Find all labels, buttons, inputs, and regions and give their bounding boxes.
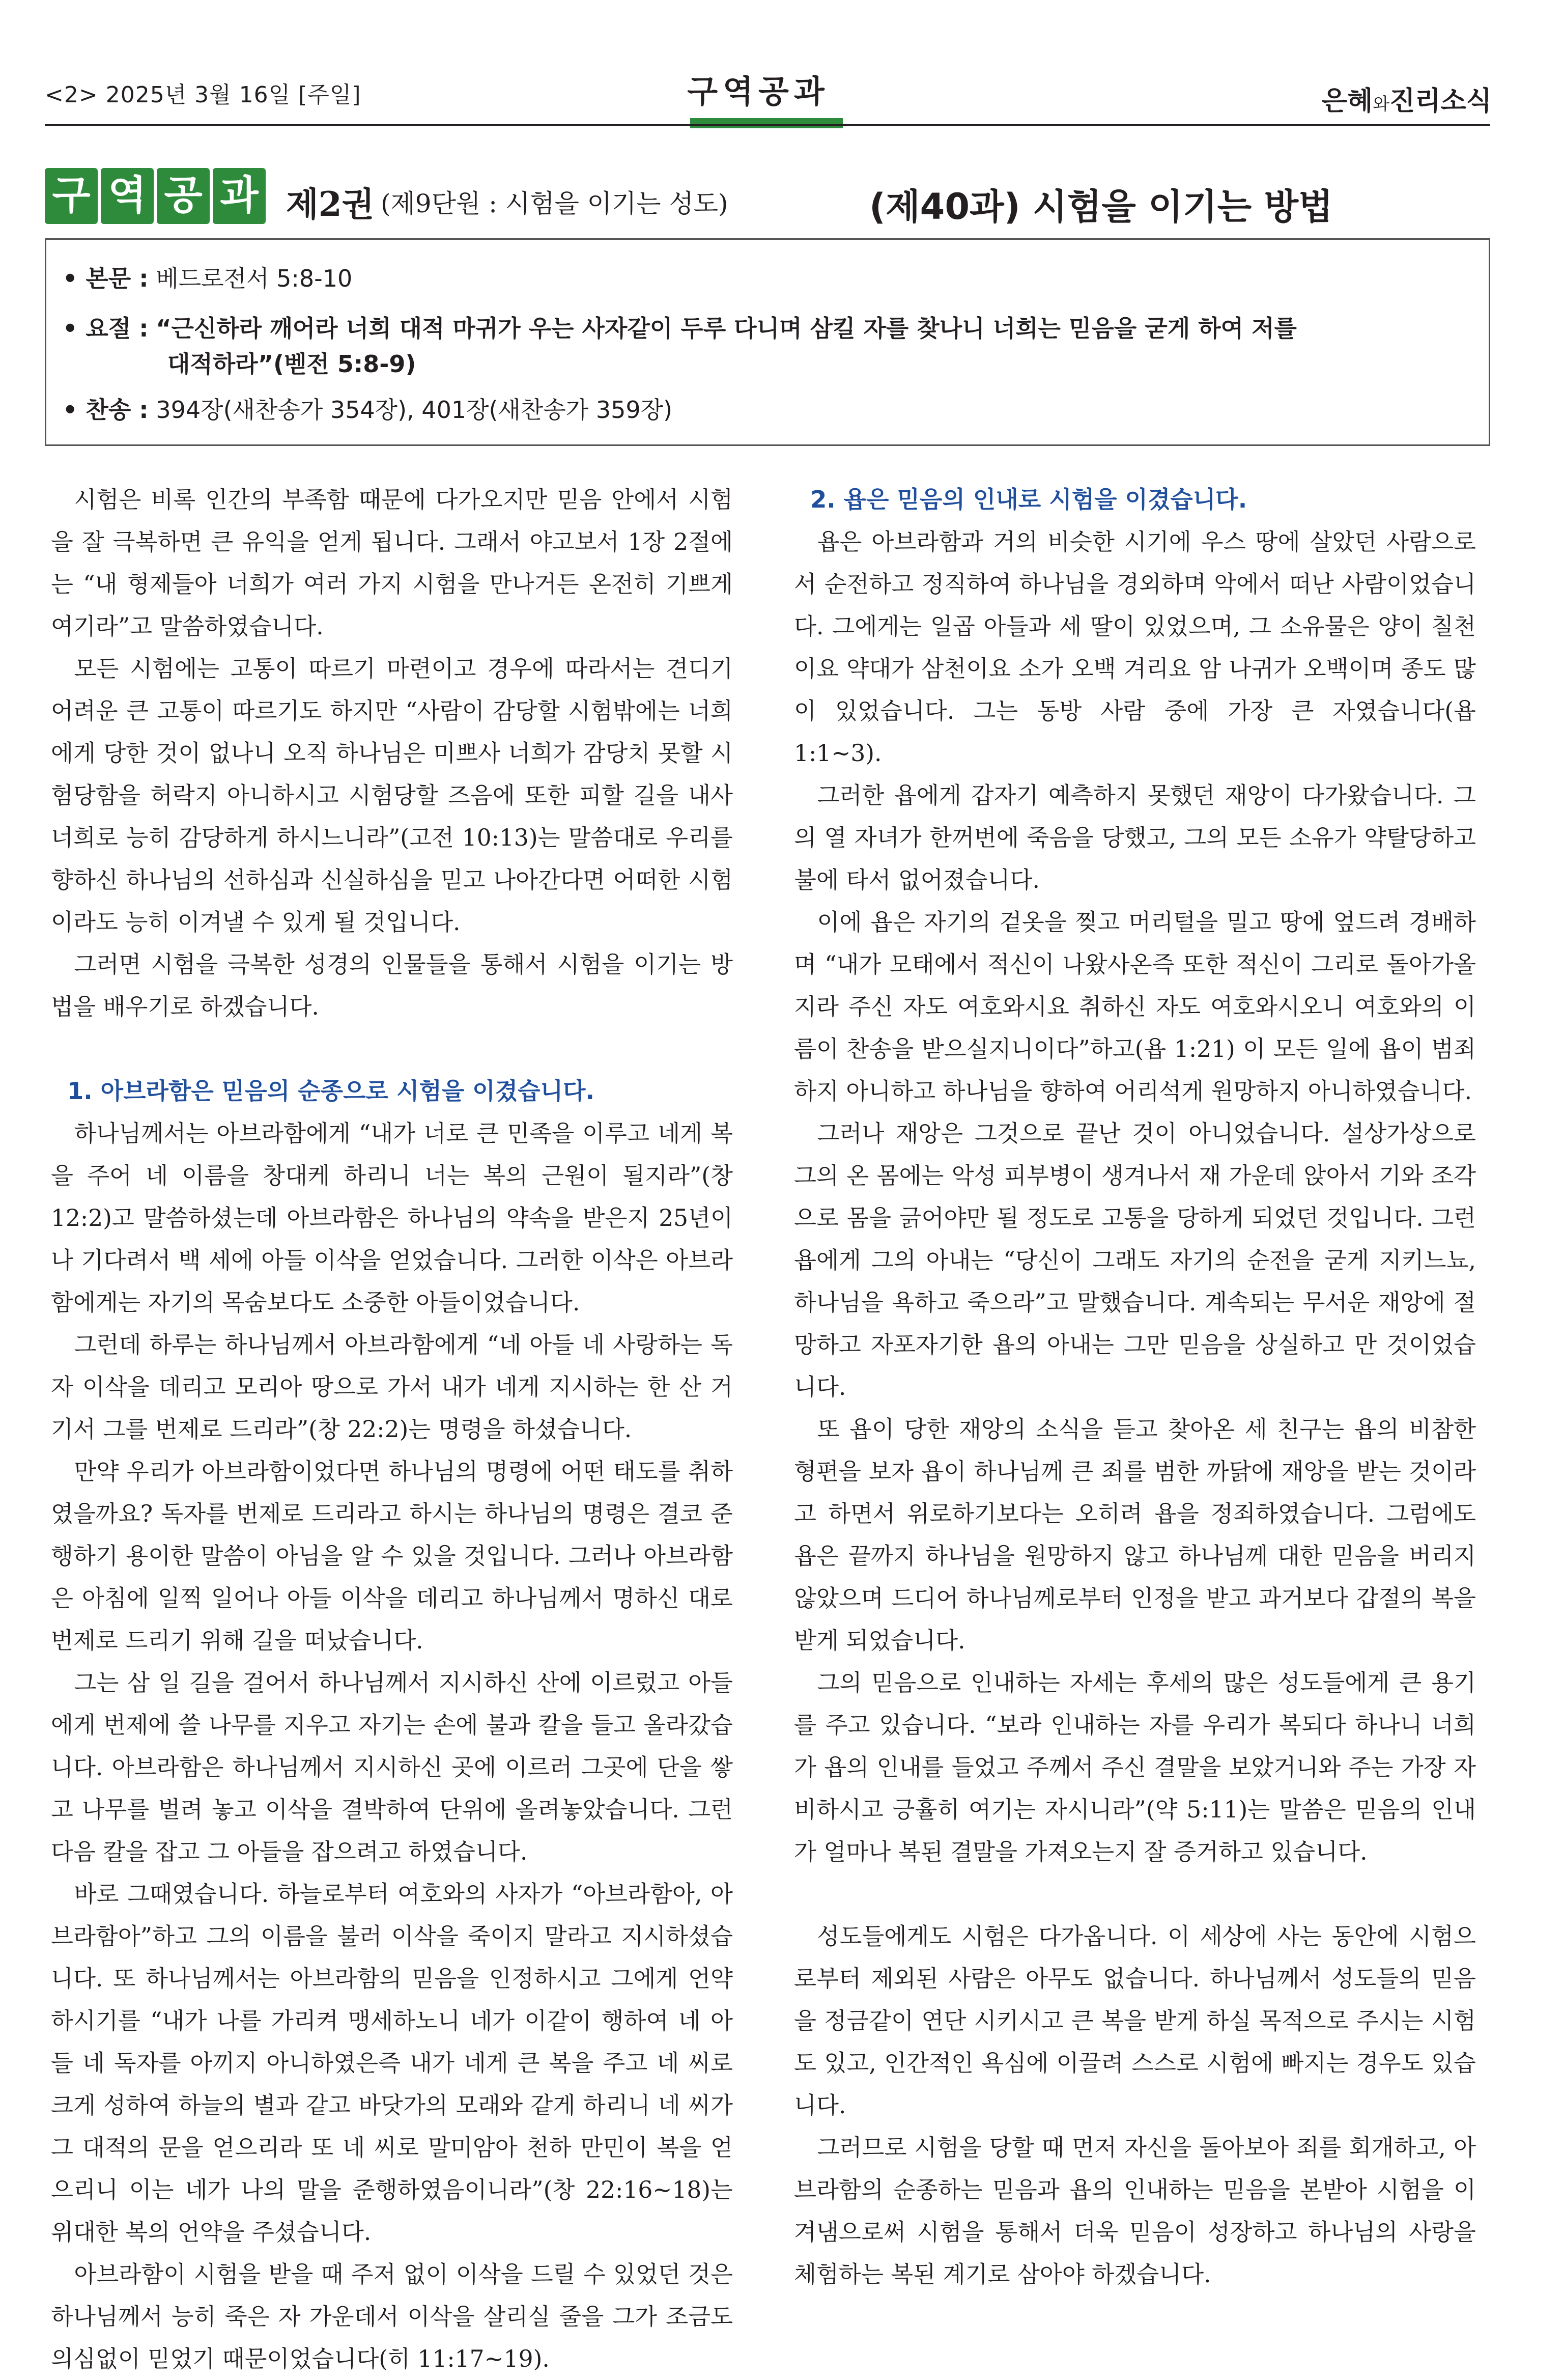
paragraph: 시험은 비록 인간의 부족함 때문에 다가오지만 믿음 안에서 시험을 잘 극복하면 큰 유익을 얻게 됩니다. 그래서 야고보서 1장 2절에는 “내 형제들아 너희가 여러 가지 시험을 만나거든 온전히 기쁘게 여기라”고 말씀하였습니다.: [51, 486, 733, 640]
paragraph: 그는 삼 일 길을 걸어서 하나님께서 지시하신 산에 이르렀고 아들에게 번제에 쓸 나무를 지우고 자기는 손에 불과 칼을 들고 올라갔습니다. 아브라함은 하나님께서 지시하신 곳에 이르러 그곳에 단을 쌓고 나무를 벌려 놓고 이삭을 결박하여 단위에 올려놓았습니다. 그런 다음 칼을 잡고 그 아들을 잡으려고 하였습니다.: [51, 1669, 733, 1865]
badge-char: 역: [101, 168, 154, 224]
hymn-label: • 찬송 :: [63, 396, 149, 424]
badge-char: 공: [157, 168, 210, 224]
unit-label: (제9단원 : 시험을 이기는 성도): [381, 189, 728, 218]
paragraph: 그러나 재앙은 그것으로 끝난 것이 아니었습니다. 설상가상으로 그의 온 몸에는 악성 피부병이 생겨나서 재 가운데 앉아서 기와 조각으로 몸을 긁어야만 될 정도로 고통을 당하게 되었던 것입니다. 그런 욥에게 그의 아내는 “당신이 그래도 자기의 순전을 굳게 지키느뇨, 하나님을 욕하고 죽으라”고 말했습니다. 계속되는 무서운 재앙에 절망하고 자포자기한 욥의 아내는 그만 믿음을 상실하고 만 것이었습니다.: [794, 1120, 1476, 1401]
volume-label: 제2권: [286, 184, 375, 224]
paragraph: 이에 욥은 자기의 겉옷을 찢고 머리털을 밀고 땅에 엎드려 경배하며 “내가 모태에서 적신이 나왔사온즉 또한 적신이 그리로 돌아가올지라 주신 자도 여호와시요 취하신 자도 여호와시오니 여호와의 이름이 찬송을 받으실지니이다”하고(욥 1:21) 이 모든 일에 욥이 범죄하지 아니하고 하나님을 향하여 어리석게 원망하지 아니하였습니다.: [794, 909, 1476, 1105]
lesson-info-box: [45, 238, 1490, 446]
spacer: [794, 1873, 1476, 1915]
key-verse-text: “근신하라 깨어라 너희 대적 마귀가 우는 사자같이 두루 다니며 삼킬 자를 찾나니 너희는 믿음을 굳게 하여 저를: [156, 315, 1297, 342]
paragraph: 그의 믿음으로 인내하는 자세는 후세의 많은 성도들에게 큰 용기를 주고 있습니다. “보라 인내하는 자를 우리가 복되다 하나니 너희가 욥의 인내를 들었고 주께서 주신 결말을 보았거니와 주는 가장 자비하시고 긍휼히 여기는 자시니라”(약 5:11)는 말씀은 믿음의 인내가 얼마나 복된 결말을 가져오는지 잘 증거하고 있습니다.: [794, 1669, 1476, 1865]
hymn-line: [63, 391, 672, 425]
paragraph: 성도들에게도 시험은 다가옵니다. 이 세상에 사는 동안에 시험으로부터 제외된 사람은 아무도 없습니다. 하나님께서 성도들의 믿음을 정금같이 연단 시키시고 큰 복을 받게 하실 목적으로 주시는 시험도 있고, 인간적인 욕심에 이끌려 스스로 시험에 빠지는 경우도 있습니다.: [794, 1923, 1476, 2119]
paragraph: 하나님께서는 아브라함에게 “내가 너로 큰 민족을 이루고 네게 복을 주어 네 이름을 창대케 하리니 너는 복의 근원이 될지라”(창 12:2)고 말씀하셨는데 아브라함은 하나님의 약속을 받은지 25년이나 기다려서 백 세에 아들 이삭을 얻었습니다. 그러한 이삭은 아브라함에게는 자기의 목숨보다도 소중한 아들이었습니다.: [51, 1120, 733, 1316]
header-divider: [45, 124, 1490, 126]
section-badge: [45, 168, 266, 224]
paragraph: 그러면 시험을 극복한 성경의 인물들을 통해서 시험을 이기는 방법을 배우기로 하겠습니다.: [51, 951, 733, 1020]
paragraph: 그러한 욥에게 갑자기 예측하지 못했던 재앙이 다가왔습니다. 그의 열 자녀가 한꺼번에 죽음을 당했고, 그의 모든 소유가 약탈당하고 불에 타서 없어졌습니다.: [794, 782, 1476, 893]
paragraph: 그런데 하루는 하나님께서 아브라함에게 “네 아들 네 사랑하는 독자 이삭을 데리고 모리아 땅으로 가서 내가 네게 지시하는 한 산 거기서 그를 번제로 드리라”(창 22:2)는 명령을 하셨습니다.: [51, 1331, 733, 1443]
publication-name-part2: 진리소식: [1389, 86, 1492, 117]
paragraph: 욥은 아브라함과 거의 비슷한 시기에 우스 땅에 살았던 사람으로서 순전하고 정직하여 하나님을 경외하며 악에서 떠난 사람이었습니다. 그에게는 일곱 아들과 세 딸이 있었으며, 그 소유물은 양이 칠천이요 약대가 삼천이요 소가 오백 겨리요 암 나귀가 오백이며 종도 많이 있었습니다. 그는 동방 사람 중에 가장 큰 자였습니다(욥 1:1~3).: [794, 528, 1476, 767]
right-column: [794, 479, 1476, 2295]
lesson-title: (제40과) 시험을 이기는 방법: [869, 186, 1333, 228]
left-column: [51, 479, 733, 2380]
paragraph: 바로 그때였습니다. 하늘로부터 여호와의 사자가 “아브라함아, 아브라함아”하고 그의 이름을 불러 이삭을 죽이지 말라고 지시하셨습니다. 또 하나님께서는 아브라함의 믿음을 인정하시고 그에게 언약하시기를 “내가 나를 가리켜 맹세하노니 네가 이같이 행하여 네 아들 네 독자를 아끼지 아니하였은즉 내가 네게 큰 복을 주고 네 씨로 크게 성하여 하늘의 별과 같고 바닷가의 모래와 같게 하리니 네 씨가 그 대적의 문을 얻으리라 또 네 씨로 말미암아 천하 만민이 복을 얻으리니 이는 네가 나의 말을 준행하였음이니라”(창 22:16~18)는 위대한 복의 언약을 주셨습니다.: [51, 1881, 733, 2246]
paragraph: 모든 시험에는 고통이 따르기 마련이고 경우에 따라서는 견디기 어려운 큰 고통이 따르기도 하지만 “사람이 감당할 시험밖에는 너희에게 당한 것이 없나니 오직 하나님은 미쁘사 너희가 감당치 못할 시험당함을 허락지 아니하시고 시험당할 즈음에 또한 피할 길을 내사 너희로 능히 감당하게 하시느니라”(고전 10:13)는 말씀대로 우리를 향하신 하나님의 선하심과 신실하심을 믿고 나아간다면 어떠한 시험이라도 능히 이겨낼 수 있게 될 것입니다.: [51, 655, 733, 936]
badge-char: 구: [45, 168, 98, 224]
badge-char: 과: [213, 168, 266, 224]
spacer: [51, 1028, 733, 1070]
key-verse-continuation: 대적하라”(벧전 5:8-9): [167, 350, 416, 378]
section-heading-job: 2. 욥은 믿음의 인내로 시험을 이겼습니다.: [810, 486, 1247, 513]
paragraph: 아브라함이 시험을 받을 때 주저 없이 이삭을 드릴 수 있었던 것은 하나님께서 능히 죽은 자 가운데서 이삭을 살리실 줄을 그가 조금도 의심없이 믿었기 때문이었습니다(히 11:17~19).: [51, 2261, 733, 2372]
paragraph: 그러므로 시험을 당할 때 먼저 자신을 돌아보아 죄를 회개하고, 아브라함의 순종하는 믿음과 욥의 인내하는 믿음을 본받아 시험을 이겨냄으로써 시험을 통해서 더욱 믿음이 성장하고 하나님의 사랑을 체험하는 복된 계기로 삼아야 하겠습니다.: [794, 2134, 1476, 2288]
hymn-value: 394장(새찬송가 354장), 401장(새찬송가 359장): [156, 396, 673, 424]
section-heading-abraham: 1. 아브라함은 믿음의 순종으로 시험을 이겼습니다.: [67, 1077, 594, 1105]
paragraph: 또 욥이 당한 재앙의 소식을 듣고 찾아온 세 친구는 욥의 비참한 형편을 보자 욥이 하나님께 큰 죄를 범한 까닭에 재앙을 받는 것이라고 하면서 위로하기보다는 오히려 욥을 정죄하였습니다. 그럼에도 욥은 끝까지 하나님을 원망하지 않고 하나님께 대한 믿음을 버리지 않았으며 드디어 하나님께로부터 인정을 받고 과거보다 갑절의 복을 받게 되었습니다.: [794, 1416, 1476, 1654]
publication-name-conj: 와: [1373, 94, 1390, 115]
page-header: [0, 0, 1563, 132]
section-title-underline: [690, 118, 843, 128]
lesson-title-row: [45, 168, 1490, 234]
key-verse-line: [63, 310, 1297, 344]
scripture-line: [63, 260, 352, 294]
paragraph: 만약 우리가 아브라함이었다면 하나님의 명령에 어떤 태도를 취하였을까요? 독자를 번제로 드리라고 하시는 하나님의 명령은 결코 준행하기 용이한 말씀이 아님을 알 수 있을 것입니다. 그러나 아브라함은 아침에 일찍 일어나 아들 이삭을 데리고 하나님께서 명하신 대로 번제로 드리기 위해 길을 떠났습니다.: [51, 1458, 733, 1654]
scripture-value: 베드로전서 5:8-10: [156, 265, 353, 292]
publication-name-part1: 은혜: [1321, 86, 1373, 117]
key-verse-label: • 요절 :: [63, 315, 149, 342]
scripture-label: • 본문 :: [63, 265, 149, 292]
section-title: 구역공과: [687, 73, 830, 110]
page-number-date: <2> 2025년 3월 16일 [주일]: [45, 82, 361, 108]
publication-name: [1322, 79, 1492, 118]
